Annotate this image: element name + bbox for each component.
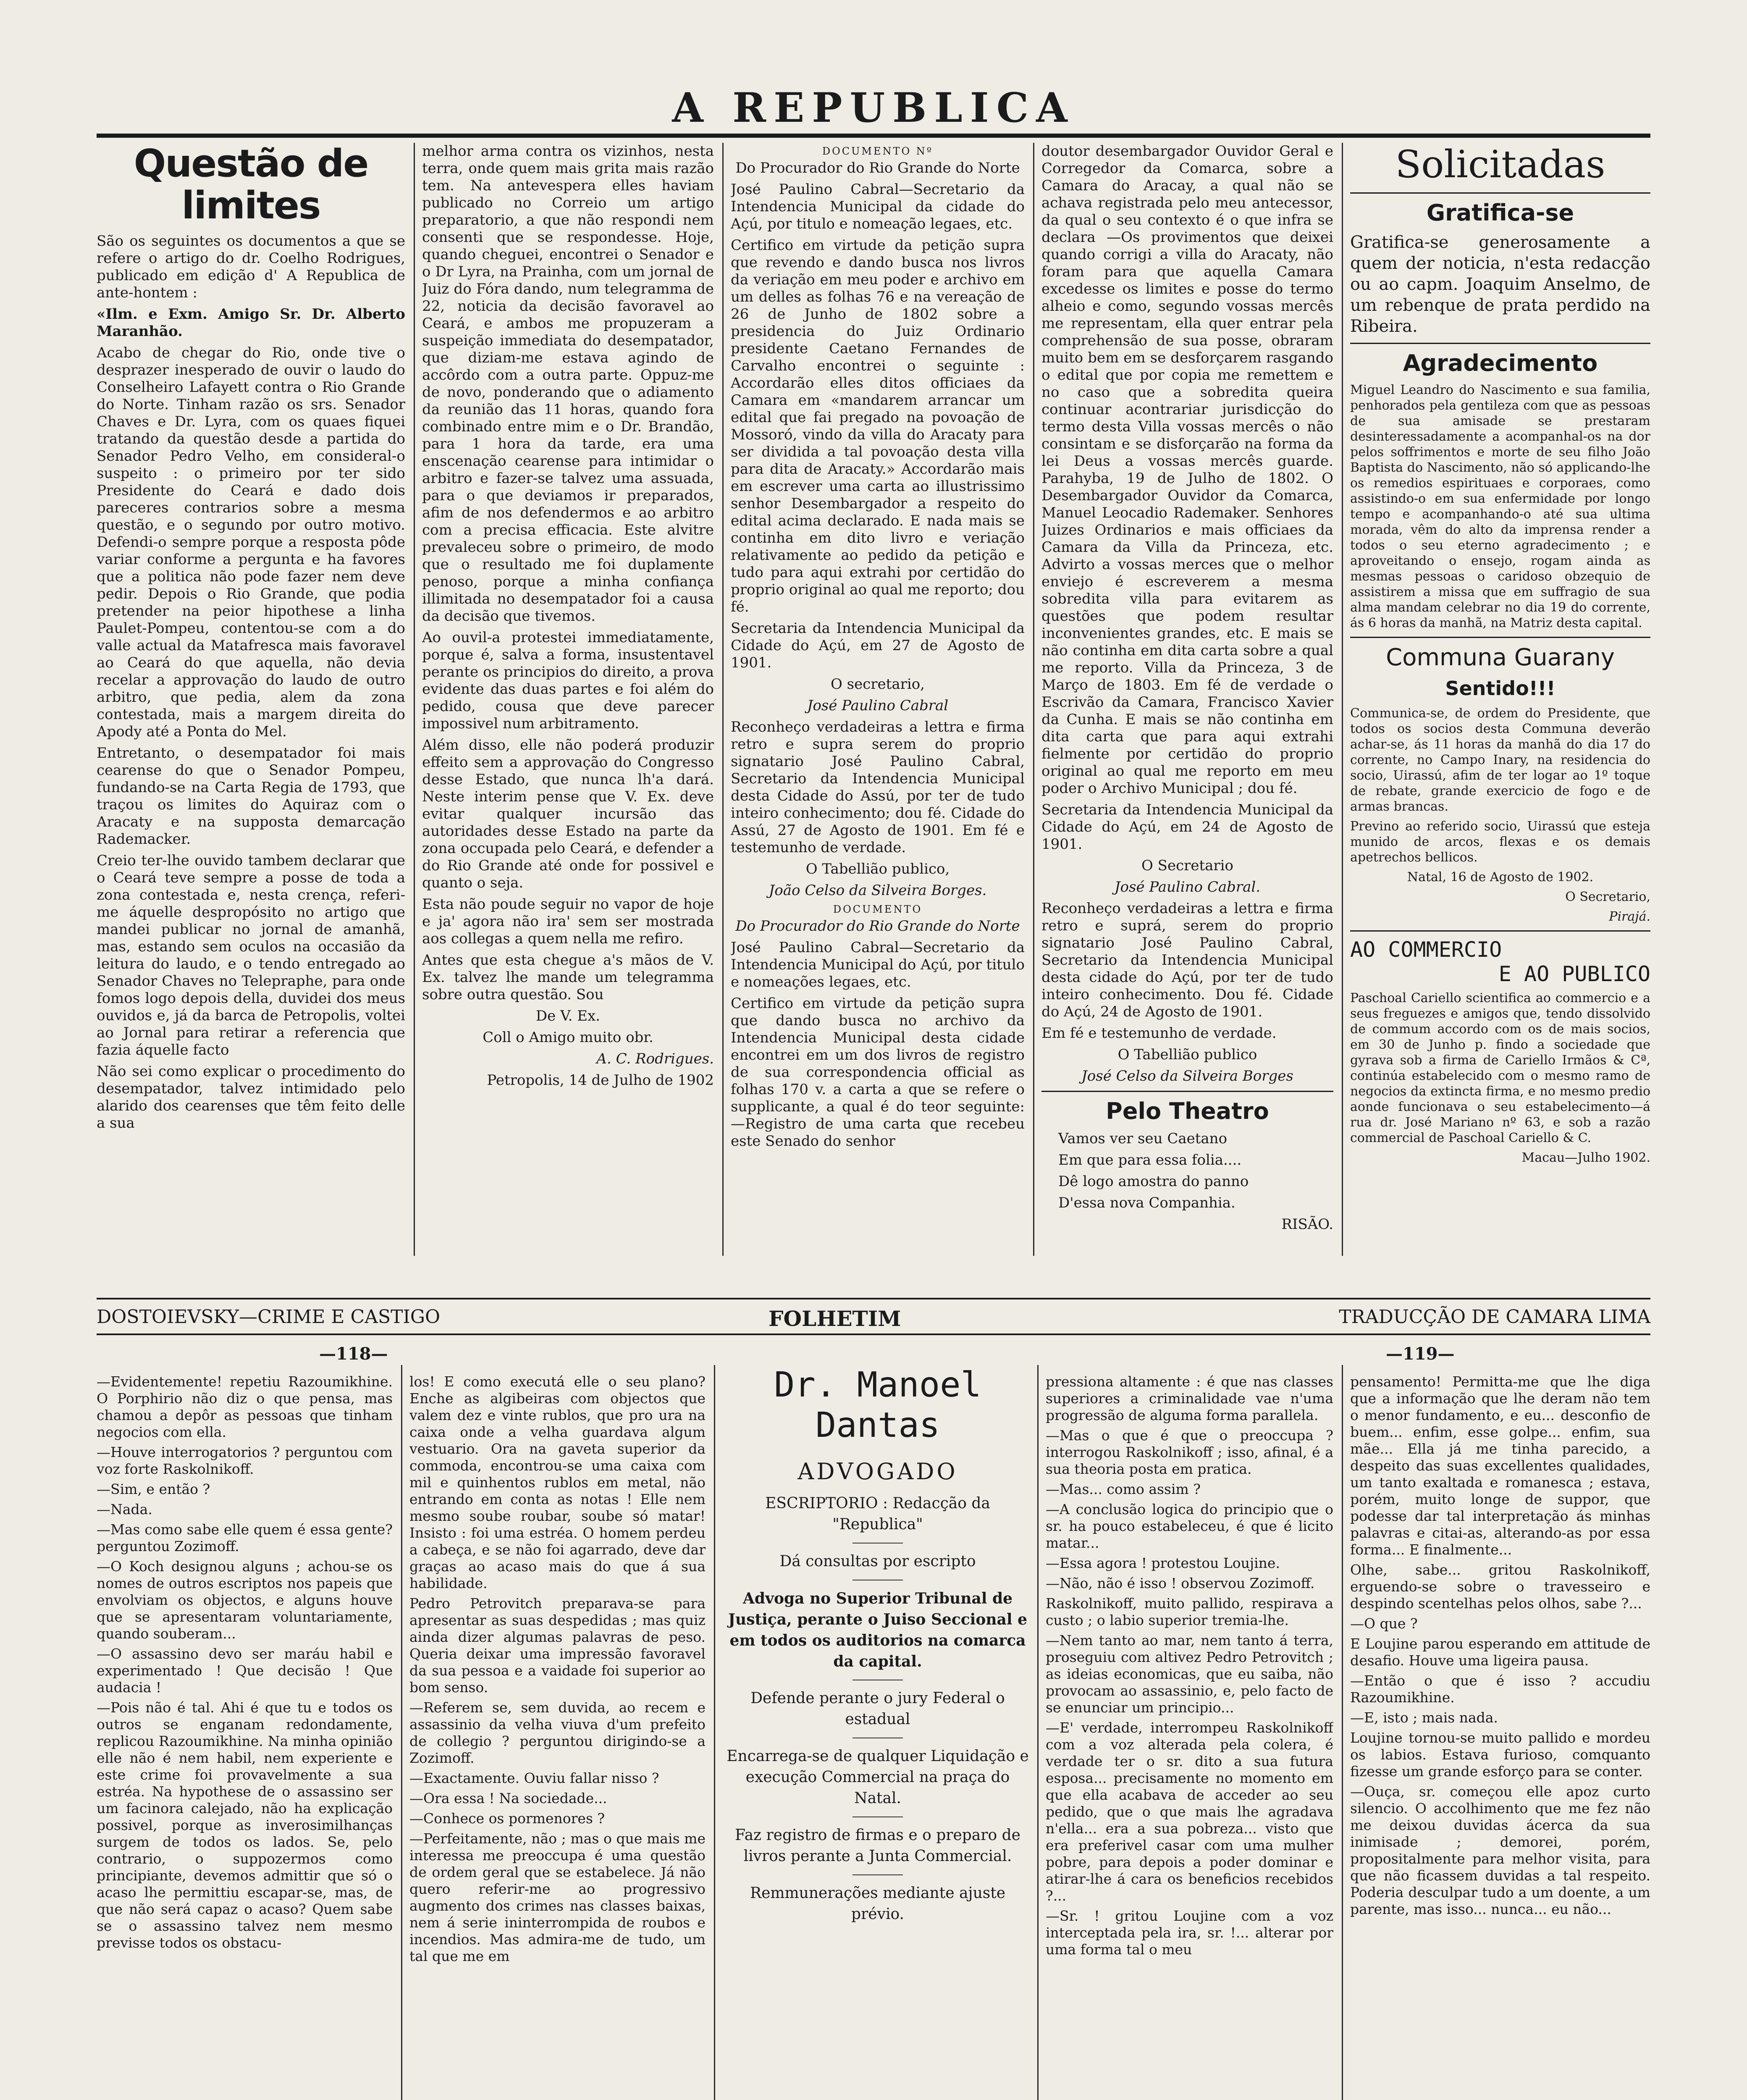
paragraph: —Mas o que é que o preoccupa ? interrogou Raskolnikoff ; isso, afinal, é a sua theoria posta em pratica. xyxy=(1046,1427,1333,1477)
folhetim-right-label: TRADUCÇÃO DE CAMARA LIMA xyxy=(1339,1306,1650,1328)
notice-text: Previno ao referido socio, Uirassú que esteja munido de arcos, flexas e os demais apetrechos bellicos. xyxy=(1350,819,1650,865)
paragraph: —Ora essa ! Na sociedade... xyxy=(409,1790,607,1806)
article-title: Questão de limites xyxy=(134,143,368,228)
notice-text: Gratifica-se generosamente a quem der noticia, n'esta redacção ou ao capm. Joaquim Anselmo, de um rebenque de prata perdido na Ribeira. xyxy=(1350,233,1650,336)
column-documento-continued xyxy=(1041,143,1333,1256)
ad-title: ADVOGADO xyxy=(797,1458,958,1485)
signoff: De V. Ex. xyxy=(535,1008,601,1024)
paragraph: —Mas como sabe elle quem é essa gente? perguntou Zozimoff. xyxy=(97,1521,393,1554)
column-divider xyxy=(714,1365,715,2100)
notary-name: José Celso da Silveira Borges xyxy=(1081,1068,1293,1084)
verse-line: Em que para essa folia.... xyxy=(1058,1152,1242,1168)
paragraph: —O Koch designou alguns ; achou-se os nomes de outros escriptos nos papeis que envolviam os objectos, e alguns houve que se apresentaram voluntariamente, quando souberam... xyxy=(97,1558,393,1642)
column-documento xyxy=(731,143,1025,1256)
theatre-title: Pelo Theatro xyxy=(1106,1098,1269,1124)
notice-date: Natal, 16 de Agosto de 1902. xyxy=(1407,870,1594,885)
column-divider xyxy=(1037,1365,1039,2100)
verse-line: Vamos ver seu Caetano xyxy=(1058,1130,1228,1147)
paragraph: Além disso, elle não poderá produzir effeito sem a approvação do Congresso desse Estado, que nunca lh'a dará. Neste interim pense que V. Ex. deve evitar qualquer incursão das autoridades desse Estado na parte da zona occupada pelo Ceará, e defender a do Rio Grande até onde for possivel e quanto o seja. xyxy=(422,737,714,891)
paragraph: Não sei como explicar o procedimento do desempatador, talvez intimidado pelo alarido dos cearenses que têm feito delle a sua xyxy=(97,1063,405,1131)
paragraph: —Perfeitamente, não ; mas o que mais me interessa me preoccupa é uma questão de ordem geral que se estabelece. Já não quero referir-me ao progressivo augmento dos crimes nas classes baixas, nem á serie ininterrompida de roubos e incendios. Mas admira-me de tudo, um tal que me em xyxy=(409,1830,706,1964)
paragraph: Olhe, sabe... gritou Raskolnikoff, erguendo-se sobre o travesseiro e despindo scentelhas pelos olhos, sabe ?... xyxy=(1350,1562,1650,1612)
paragraph: Reconheço verdadeiras a lettra e firma retro e suprá, serem do proprio signatario José Paulino Cabral, Secretario da Intendencia Municipal desta cidade do Açú, por ter de tudo inteiro conhecimento. Dou fé. Cidade do Açú, 24 de Agosto de 1901. xyxy=(1041,900,1333,1020)
paragraph: Esta não poude seguir no vapor de hoje e ja' agora não ira' sem ser mostrada aos collegas a quem nella me refiro. xyxy=(422,896,714,947)
paragraph: Raskolnikoff, muito pallido, respirava a custo ; o labio superior tremia-lhe. xyxy=(1046,1595,1333,1628)
notice-signer: O Secretario, xyxy=(1565,890,1650,904)
notice-text: Paschoal Cariello scientifica ao commercio e a seus freguezes e amigos que, tendo dissolvido de commum accordo com os de mais socios, em 30 de Junho p. findo a sociedade que gyrava sob a firma de Cariello Irmãos & Cª, continúa estabelecido com o mesmo ramo de negocios da extincta firma, e no mesmo predio aonde funcionava o seu estabelecimento—á rua dr. José Mariano nº 63, e sob a razão commercial de Paschoal Cariello & C. xyxy=(1350,991,1650,1145)
ad-line: Advoga no Superior Tribunal de Justiça, perante o Juiso Seccional e em todos os auditorios na comarca da capital. xyxy=(728,1590,1027,1670)
notice-title: E AO PUBLICO xyxy=(1498,962,1650,986)
column-divider xyxy=(1342,143,1343,1256)
document-label: DOCUMENTO Nº xyxy=(822,145,934,157)
paragraph: —Sim, e então ? xyxy=(97,1481,210,1497)
paragraph: doutor desembargador Ouvidor Geral e Corregedor da Comarca, sobre a Camara do Aracay, a qual não se achava registrada pelo meu antecessor, da qual o seu contexto é o que infra se declara —Os provimentos que deixei quando corrigi a villa do Aracaty, não foram para que aquella Camara excedesse os limites e posse do termo alheio e como, segundo vossas mercês me representam, ella quer entrar pela comprehensão de sua posse, obraram muito bem em se desforçarem rasgando o edital que por copia me remettem e no caso que a sobredita queira continuar acontrariar jurisdicção do termo desta Villa vossas mercês o não consintam e se disforçarão na forma da lei Deus a vossas mercês guarde. Parahyba, 19 de Julho de 1802. O Desembargador Ouvidor da Comarca, Manuel Leocadio Rademaker. Senhores Juizes Ordinarios e mais officiaes da Camara da Villa da Princeza, etc. Advirto a vossas merces que o melhor enviejo é escreverem a mesma sobredita villa para evitarem as questões que podem resultar inconvenientes grandes, etc. E mais se não continha em dita carta sobre a qual me reporto. Villa da Princeza, 3 de Março de 1803. Em fé de verdade o Escrivão da Camara, Francisco Xavier da Cunha. E mais se não continha em dita carta que para aqui extrahi fielmente por certidão do proprio original ao qual me reporto em meu poder o Archivo Municipal ; dou fé. xyxy=(1041,143,1333,797)
paragraph: Em fé e testemunho de verdade. xyxy=(1041,1025,1277,1042)
folhetim-header xyxy=(97,1306,1650,1336)
ad-line: Remmunerações mediante ajuste prévio. xyxy=(750,1885,1005,1923)
paragraph: —Conhece os pormenores ? xyxy=(409,1810,605,1827)
folhetim-left-label: DOSTOIEVSKY—CRIME E CASTIGO xyxy=(97,1306,441,1328)
paragraph: Acabo de chegar do Rio, onde tive o desprazer inesperado de ouvir o laudo do Conselheiro Lafayett contra o Rio Grande do Norte. Tinham razão os srs. Senador Chaves e Dr. Lyra, com os quaes fiquei tratando da questão desde a partida do Senador Pedro Velho, em consideral-o suspeito : o primeiro por ter sido Presidente do Ceará e dado dois pareceres contrarios sobre a mesma questão, e o segundo por outro motivo. Defendi-o sempre porque a resposta pôde variar conforme a pergunta e ha favores que a politica não pode fazer nem deve pedir. Depois o Rio Grande, que podia pretender na peior hipothese a linha Paulet-Pompeu, contentou-se com a do valle actual da Matafresca mais favoravel ao Ceará do que aquella, não devia recelar a approvação do laudo de outro arbitro, que pedia, alem da zona contestada, mais a margem direita do Apody até a Ponta do Mel. xyxy=(97,344,405,740)
ad-separator xyxy=(853,1543,903,1544)
column-letter-continued xyxy=(422,143,714,1256)
notice-title: Agradecimento xyxy=(1403,350,1598,376)
verse-signature: RISÃO. xyxy=(1281,1216,1333,1233)
folhetim-column-4 xyxy=(1350,1373,1650,2100)
paragraph: José Paulino Cabral—Secretario da Intendencia Municipal do Açú, por titulo e nomeações legaes, etc. xyxy=(731,939,1025,990)
paragraph: pensamento! Permitta-me que lhe diga que a informação que lhe deram não tem o menor fundamento, e eu... desconfio de buem... enfim, esse golpe... enfim, sua mãe... Ella já me tinha parecido, a despeito das suas excellentes qualidades, um tanto exaltada e romanesca ; estava, porém, muito longe de suppor, que podesse dar tal interpretação ás minhas palavras e citai-as, alterando-as por essa forma... E finalmente... xyxy=(1350,1373,1650,1558)
divider xyxy=(1350,637,1650,638)
page-number: —119— xyxy=(1386,1344,1455,1364)
secretary-label: O secretario, xyxy=(830,676,925,693)
column-questao-de-limites xyxy=(97,143,405,1256)
folhetim-column-1 xyxy=(97,1373,393,2100)
notice-date: Macau—Julho 1902. xyxy=(1521,1150,1650,1165)
paragraph: —E' verdade, interrompeu Raskolnikoff com a voz alterada pela colera, é verdade ter o sr. dito a sua futura esposa... precisamente no momento em que ella acabava de acceder ao seu pedido, que o que mais lhe agradava n'ella... era a sua pobreza... visto que era preferivel casar com uma mulher pobre, para depois a poder dominar e atirar-lhe á cara os beneficios recebidos ?... xyxy=(1046,1719,1333,1904)
column-divider xyxy=(722,143,724,1256)
notice-text: Communica-se, de ordem do Presidente, que todos os socios desta Communa deverão achar-se, ás 11 horas da manhã do dia 17 do corrente, no Campo Inary, na residencia do socio, Uirassú, afim de ter logar ao 1º toque de rebate, grande exercicio de fogo e de armas brancas. xyxy=(1350,706,1650,814)
paragraph: —Referem se, sem duvida, ao recem e assassinio da velha viuva d'um prefeito de collegio ? perguntou dirigindo-se a Zozimoff. xyxy=(409,1699,706,1766)
paragraph: São os seguintes os documentos a que se refere o artigo do dr. Coelho Rodrigues, publicado em edição d' A Republica de ante-hontem : xyxy=(97,233,405,301)
dateline: Petropolis, 14 de Julho de 1902 xyxy=(487,1072,714,1089)
ad-line: Faz registro de firmas e o preparo de livros perante a Junta Commercial. xyxy=(735,1827,1020,1865)
paragraph: Secretaria da Intendencia Municipal da Cidade do Açú, em 27 de Agosto de 1901. xyxy=(731,620,1025,671)
paragraph: —Mas... como assim ? xyxy=(1046,1481,1201,1497)
folhetim-rule xyxy=(97,1298,1650,1299)
signoff: Coll o Amigo muito obr. xyxy=(483,1029,653,1046)
lawyer-advertisement xyxy=(722,1361,1033,2100)
paragraph: —Exactamente. Ouviu fallar nisso ? xyxy=(409,1770,659,1786)
paragraph: melhor arma contra os vizinhos, nesta terra, onde quem mais grita mais razão tem. Na antevespera elles haviam publicado no Correio um artigo preparatorio, a que não respondi nem consenti que se respondesse. Hoje, quando cheguei, encontrei o Senador e o Dr Lyra, na Prainha, com um jornal de Juiz do Fóra dando, num telegramma de 22, noticia da decisão favoravel ao Ceará, e ambos me propuzeram a suspeição immediata do desempatador, que diziam-me estava agindo de accôrdo com a outra parte. Oppuz-me de novo, ponderando que o adiamento da reunião das 11 horas, quando fora combinado entre mim e o Dr. Brandão, para 1 hora da tarde, era uma enscenação cearense para intimidar o arbitro e fazer-se talvez uma assuada, para o que deviamos ir preparados, afim de nos defendermos e ao arbitro com a precisa efficacia. Este alvitre prevaleceu sobre o primeiro, de modo que o resultado me foi duplamente penoso, porque a minha confiança illimitada no desempatador foi a causa da decisão que tivemos. xyxy=(422,143,714,625)
column-divider xyxy=(1033,143,1034,1256)
paragraph: Reconheço verdadeiras a lettra e firma retro e supra serem do proprio signatario José Paulino Cabral, Secretario da Intendencia Municipal desta Cidade do Assú, por ter de tudo inteiro conhecimento; dou fé. Cidade do Assú, 27 de Agosto de 1901. Em fé e testemunho de verdade. xyxy=(731,719,1025,856)
paragraph: pressiona altamente : é que nas classes superiores a criminalidade vae n'uma progressão de alguma forma parallela. xyxy=(1046,1373,1333,1423)
folhetim-column-3 xyxy=(1046,1373,1333,2100)
paragraph: Loujine tornou-se muito pallido e mordeu os labios. Estava furioso, comquanto fizesse um grande esforço para se conter. xyxy=(1350,1730,1650,1780)
ad-line: Encarrega-se de qualquer Liquidação e execução Commercial na praça do Natal. xyxy=(727,1748,1029,1807)
paragraph: Ao ouvil-a protestei immediatamente, porque é, salva a forma, insustentavel perante os principios do direito, a prova evidente das duas partes e foi além do pedido, cousa que deve parecer impossivel num arbitramento. xyxy=(422,629,714,732)
secretary-name: José Paulino Cabral xyxy=(807,697,949,714)
notice-name: Pirajá. xyxy=(1609,909,1650,924)
ad-separator xyxy=(853,1874,903,1875)
ad-separator xyxy=(853,1816,903,1817)
paragraph: —Nem tanto ao mar, nem tanto á terra, proseguiu com altivez Pedro Petrovitch ; as ideias economicas, que eu saiba, não provocam ao assassinio, e, pelo facto de se enunciar um principio... xyxy=(1046,1632,1333,1716)
masthead-rule xyxy=(97,134,1650,138)
document-title: Do Procurador do Rio Grande do Norte xyxy=(735,918,1020,934)
section-title: Solicitadas xyxy=(1395,143,1605,186)
ad-office: ESCRIPTORIO : Redacção da "Republica" xyxy=(765,1495,990,1533)
paragraph: —Ouça, sr. começou elle apoz curto silencio. O accolhimento que me fez não me deixou duvidas ácerca da sua inimisade ; demorei, porém, propositalmente para melhor visita, para que não ficassem duvidas a tal respeito. Poderia desculpar tudo a um doente, a um parente, mas isso... nunca... eu não... xyxy=(1350,1783,1650,1917)
paragraph: —Pois não é tal. Ahi é que tu e todos os outros se enganam redondamente, replicou Razoumikhine. Na minha opinião elle não é nem habil, nem experiente e este crime foi provavelmente a sua estréa. Na hypothese de o assassino ser um facinora calejado, não ha explicação possivel, porque as inverosimilhanças surgem de todos os lados. Se, pelo contrario, o suppozermos como principiante, devemos admittir que só o acaso lhe permittiu escapar-se, mas, de que não será capaz o acaso? Quem sabe se o assassino talvez nem mesmo previsse todos os obstacu- xyxy=(97,1699,393,1951)
paragraph: —Não, não é isso ! observou Zozimoff. xyxy=(1046,1575,1315,1591)
folhetim-center-label: FOLHETIM xyxy=(769,1306,901,1331)
paragraph: —Sr. ! gritou Loujine com a voz interceptada pela ira, sr. !... alterar por uma forma tal o meu xyxy=(1046,1908,1333,1958)
folhetim-column-2 xyxy=(409,1373,706,2100)
paragraph: —Evidentemente! repetiu Razoumikhine. O Porphirio não diz o que pensa, mas chamou a depôr as pessoas que tinham negocios com ella. xyxy=(97,1373,393,1440)
verse-line: D'essa nova Companhia. xyxy=(1058,1194,1235,1211)
paragraph: —A conclusão logica do principio que o sr. ha pouco estabeleceu, é que é licito matar... xyxy=(1046,1501,1333,1551)
column-divider xyxy=(401,1365,402,2100)
page-number: —118— xyxy=(319,1344,388,1364)
secretary-label: O Secretario xyxy=(1141,857,1234,874)
paragraph: —Essa agora ! protestou Loujine. xyxy=(1046,1555,1280,1571)
column-solicitadas xyxy=(1350,143,1650,1256)
paragraph: Creio ter-lhe ouvido tambem declarar que o Ceará teve sempre a posse de toda a zona contestada e, nesta crença, referi-me áquelle despropósito no artigo que mandei publicar no jornal de amanhã, mas, estando sem oculos na occasião da leitura do laudo, e o tendo entregado ao Senador Chaves no Telepraphe, para onde fomos logo depois della, duvidei dos meus ouvidos e, já da barca de Petropolis, voltei ao Jornal para retirar a referencia que fazia áquelle facto xyxy=(97,852,405,1058)
paragraph: Certifico em virtude da petição supra que revendo e dando busca nos livros da veriação em meu poder e archivo em um delles as folhas 76 e na vereação de 26 de Junho de 1802 sobre a presidencia do Juiz Ordinario presidente Caetano Fernandes de Carvalho encontrei o seguinte : Accordarão elles ditos officiaes da Camara em «mandarem arrancar um edital que fai pregado na povoação de Mossoró, vindo da villa do Aracaty para ser dividida a tal povoação desta villa para dita de Aracaty.» Accordarão mais em escrever uma carta ao illustrissimo senhor Desembargador a respeito do edital acima declarado. E nada mais se continha em dito livro e veriação relativamente ao pedido da petição e tudo para aqui extrahi por certidão do proprio original ao qual me reporto; dou fé. xyxy=(731,237,1025,615)
notary-label: O Tabellião publico xyxy=(1117,1046,1257,1063)
paragraph: E Loujine parou esperando em attitude de desafio. Houve uma ligeira pausa. xyxy=(1350,1635,1650,1669)
divider xyxy=(1041,1091,1333,1092)
paragraph: —E, isto ; mais nada. xyxy=(1350,1709,1498,1726)
ad-line: Defende perante o jury Federal o estadual xyxy=(750,1690,1005,1728)
paragraph: Secretaria da Intendencia Municipal da Cidade do Açú, em 24 de Agosto de 1901. xyxy=(1041,801,1333,853)
notice-text: Miguel Leandro do Nascimento e sua familia, penhorados pela gentileza com que as pessoas de sua amisade se prestaram desinteressadamente a acompanhal-os na dor pelos soffrimentos e morte de seu filho João Baptista do Nascimento, não só applicando-lhe os remedios espirituaes e corporaes, como assistindo-o em sua enfermidade por longo tempo e acompanhando-o até sua ultima morada, vêm do alto da imprensa render a todos o seu eterno agradecimento ; e aproveitando o ensejo, rogam ainda as mesmas pessoas o caridoso obzequio de assistirem a missa que em suffragio de sua alma mandam celebrar no dia 19 do corrente, ás 6 horas da manhã, na Matriz desta capital. xyxy=(1350,383,1650,630)
paragraph: —Nada. xyxy=(97,1501,152,1517)
paragraph: Antes que esta chegue a's mãos de V. Ex. talvez lhe mande um telegramma sobre outra questão. Sou xyxy=(422,952,714,1003)
secretary-name: José Paulino Cabral. xyxy=(1114,879,1261,895)
paragraph: Entretanto, o desempatador foi mais cearense do que o Senador Pompeu, fundando-se na Carta Regia de 1793, que traçou os limites do Aquiraz com o Aracaty e na supposta demarcação Rademacker. xyxy=(97,745,405,848)
salutation: «Ilm. e Exm. Amigo Sr. Dr. Alberto Maranhão. xyxy=(97,306,405,340)
paragraph: Pedro Petrovitch preparava-se para apresentar as suas despedidas ; mas quiz ainda dizer algumas palavras de peso. Queria deixar uma impressão favoravel da sua pessoa e a vaidade foi superior ao bom senso. xyxy=(409,1595,706,1696)
paragraph: —O assassino devo ser maráu habil e experimentado ! Que decisão ! Que audacia ! xyxy=(97,1646,393,1696)
document-label: DOCUMENTO xyxy=(833,903,923,915)
ad-name: Dr. Manoel Dantas xyxy=(774,1365,981,1445)
paragraph: José Paulino Cabral—Secretario da Intendencia Municipal da cidade do Açú, por titulo e nomeação legaes, etc. xyxy=(731,181,1025,232)
notice-title: AO COMMERCIO xyxy=(1350,937,1502,962)
paragraph: los! E como executá elle o seu plano? Enche as algibeiras com objectos que valem dez e vinte rublos, que pro ura na caixa onde a velha guardava algum vestuario. Ora na gaveta superior da commoda, encontrou-se uma caixa com mil e quinhentos rublos em metal, não entrando em conta as notas ! Elle nem mesmo soube roubar, soube só matar! Insisto : foi uma estréa. O homem perdeu a cabeça, e se não foi agarrado, deve dar graças ao acaso mais do que á sua habilidade. xyxy=(409,1373,706,1591)
paragraph: —Então o que é isso ? accudiu Razoumikhine. xyxy=(1350,1672,1650,1706)
signature: A. C. Rodrigues. xyxy=(596,1050,714,1067)
verse-line: Dê logo amostra do panno xyxy=(1058,1173,1249,1190)
ad-line: Dá consultas por escripto xyxy=(779,1553,976,1570)
notice-title: Communa Guarany xyxy=(1386,644,1615,671)
document-title: Do Procurador do Rio Grande do Norte xyxy=(735,160,1020,176)
paragraph: —Houve interrogatorios ? perguntou com voz forte Raskolnikoff. xyxy=(97,1444,393,1477)
paragraph: Certifico em virtude da petição supra que dando busca no archivo da Intendencia Municipal desta cidade encontrei em um dos livros de registro de sua correspondencia official as folhas 170 v. a carta a que se refere o supplicante, a qual é do teor seguinte: —Registro de uma carta que recebeu este Senado do senhor xyxy=(731,995,1025,1150)
column-divider xyxy=(414,143,415,1256)
divider xyxy=(1350,343,1650,344)
folhetim-rule xyxy=(97,1334,1650,1335)
divider xyxy=(1350,930,1650,932)
notary-label: O Tabellião publico, xyxy=(805,861,950,877)
divider xyxy=(1350,192,1650,194)
masthead: A REPUBLICA xyxy=(672,84,1075,131)
notice-subtitle: Sentido!!! xyxy=(1445,677,1556,700)
notice-title: Gratifica-se xyxy=(1426,200,1574,226)
paragraph: —O que ? xyxy=(1350,1615,1418,1632)
notary-name: João Celso da Silveira Borges. xyxy=(769,882,987,899)
column-divider xyxy=(1342,1365,1343,2100)
